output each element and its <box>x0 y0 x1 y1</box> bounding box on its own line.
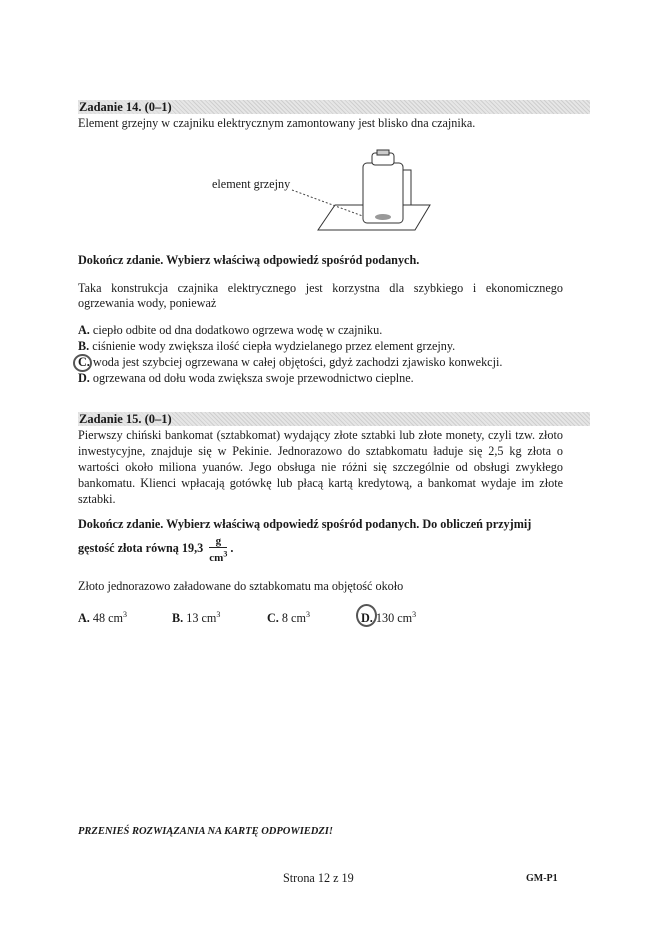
task14-header: Zadanie 14. (0–1) <box>78 100 590 114</box>
option-a[interactable]: A. 48 $cm^3$ <box>78 610 128 626</box>
option-d[interactable]: D. 130 $cm^3$ <box>361 610 417 626</box>
page-number: Strona 12 z 19 <box>283 871 354 885</box>
task15-stem: Złoto jednorazowo załadowane do sztabkomatu ma objętość około <box>78 579 404 593</box>
density-unit: $\frac{g}{cm^3}$ <box>209 535 228 564</box>
exam-code: GM-P1 <box>526 873 558 884</box>
kettle-figure <box>280 145 450 235</box>
footer-note: PRZENIEŚ ROZWIĄZANIA NA KARTĘ ODPOWIEDZI! <box>78 826 333 837</box>
answer-mark-circle <box>73 354 92 372</box>
option-b[interactable]: B. 13 $cm^3$ <box>172 610 221 626</box>
density-line: gęstość złota równą 19,3 $\frac{g}{cm^3}$ . <box>78 535 234 564</box>
task15-instruction: Dokończ zdanie. Wybierz właściwą odpowiedź spośród podanych. Do obliczeń przyjmij <box>78 517 532 531</box>
task15-intro: Pierwszy chiński bankomat (sztabkomat) wydający złote sztabki lub złote monety, czyli tzw. złoto inwestycyjne, znajduje się w Pekinie. Jednorazowo do sztabkomatu ładuje się 2,5 kg złota o wartości około miliona yuanów. Jego obsługa nie różni się szczególnie od obsługi zwykłego bankomatu. Klienci wpłacają gotówkę lub płacą kartą kredytową, a bankomat wydaje im złote sztabki. <box>78 428 563 506</box>
task14-stem: Taka konstrukcja czajnika elektrycznego jest korzystna dla szybkiego i ekonomicznego ogrzewania wody, ponieważ <box>78 281 563 310</box>
option-a[interactable]: A. ciepło odbite od dna dodatkowo ogrzewa wodę w czajniku. <box>78 323 383 337</box>
task15-header: Zadanie 15. (0–1) <box>78 412 590 426</box>
option-b[interactable]: B. ciśnienie wody zwiększa ilość ciepła wydzielanego przez element grzejny. <box>78 339 456 353</box>
task14-intro: Element grzejny w czajniku elektrycznym zamontowany jest blisko dna czajnika. <box>78 116 476 130</box>
option-c[interactable]: C. 8 $cm^3$ <box>267 610 310 626</box>
answer-mark-circle <box>356 604 377 627</box>
option-c[interactable]: C. woda jest szybciej ogrzewana w całej objętości, gdyż zachodzi zjawisko konwekcji. <box>78 355 503 369</box>
option-d[interactable]: D. ogrzewana od dołu woda zwiększa swoje przewodnictwo cieplne. <box>78 371 414 385</box>
task14-instruction: Dokończ zdanie. Wybierz właściwą odpowiedź spośród podanych. <box>78 253 420 267</box>
figure-label: element grzejny <box>212 177 291 191</box>
